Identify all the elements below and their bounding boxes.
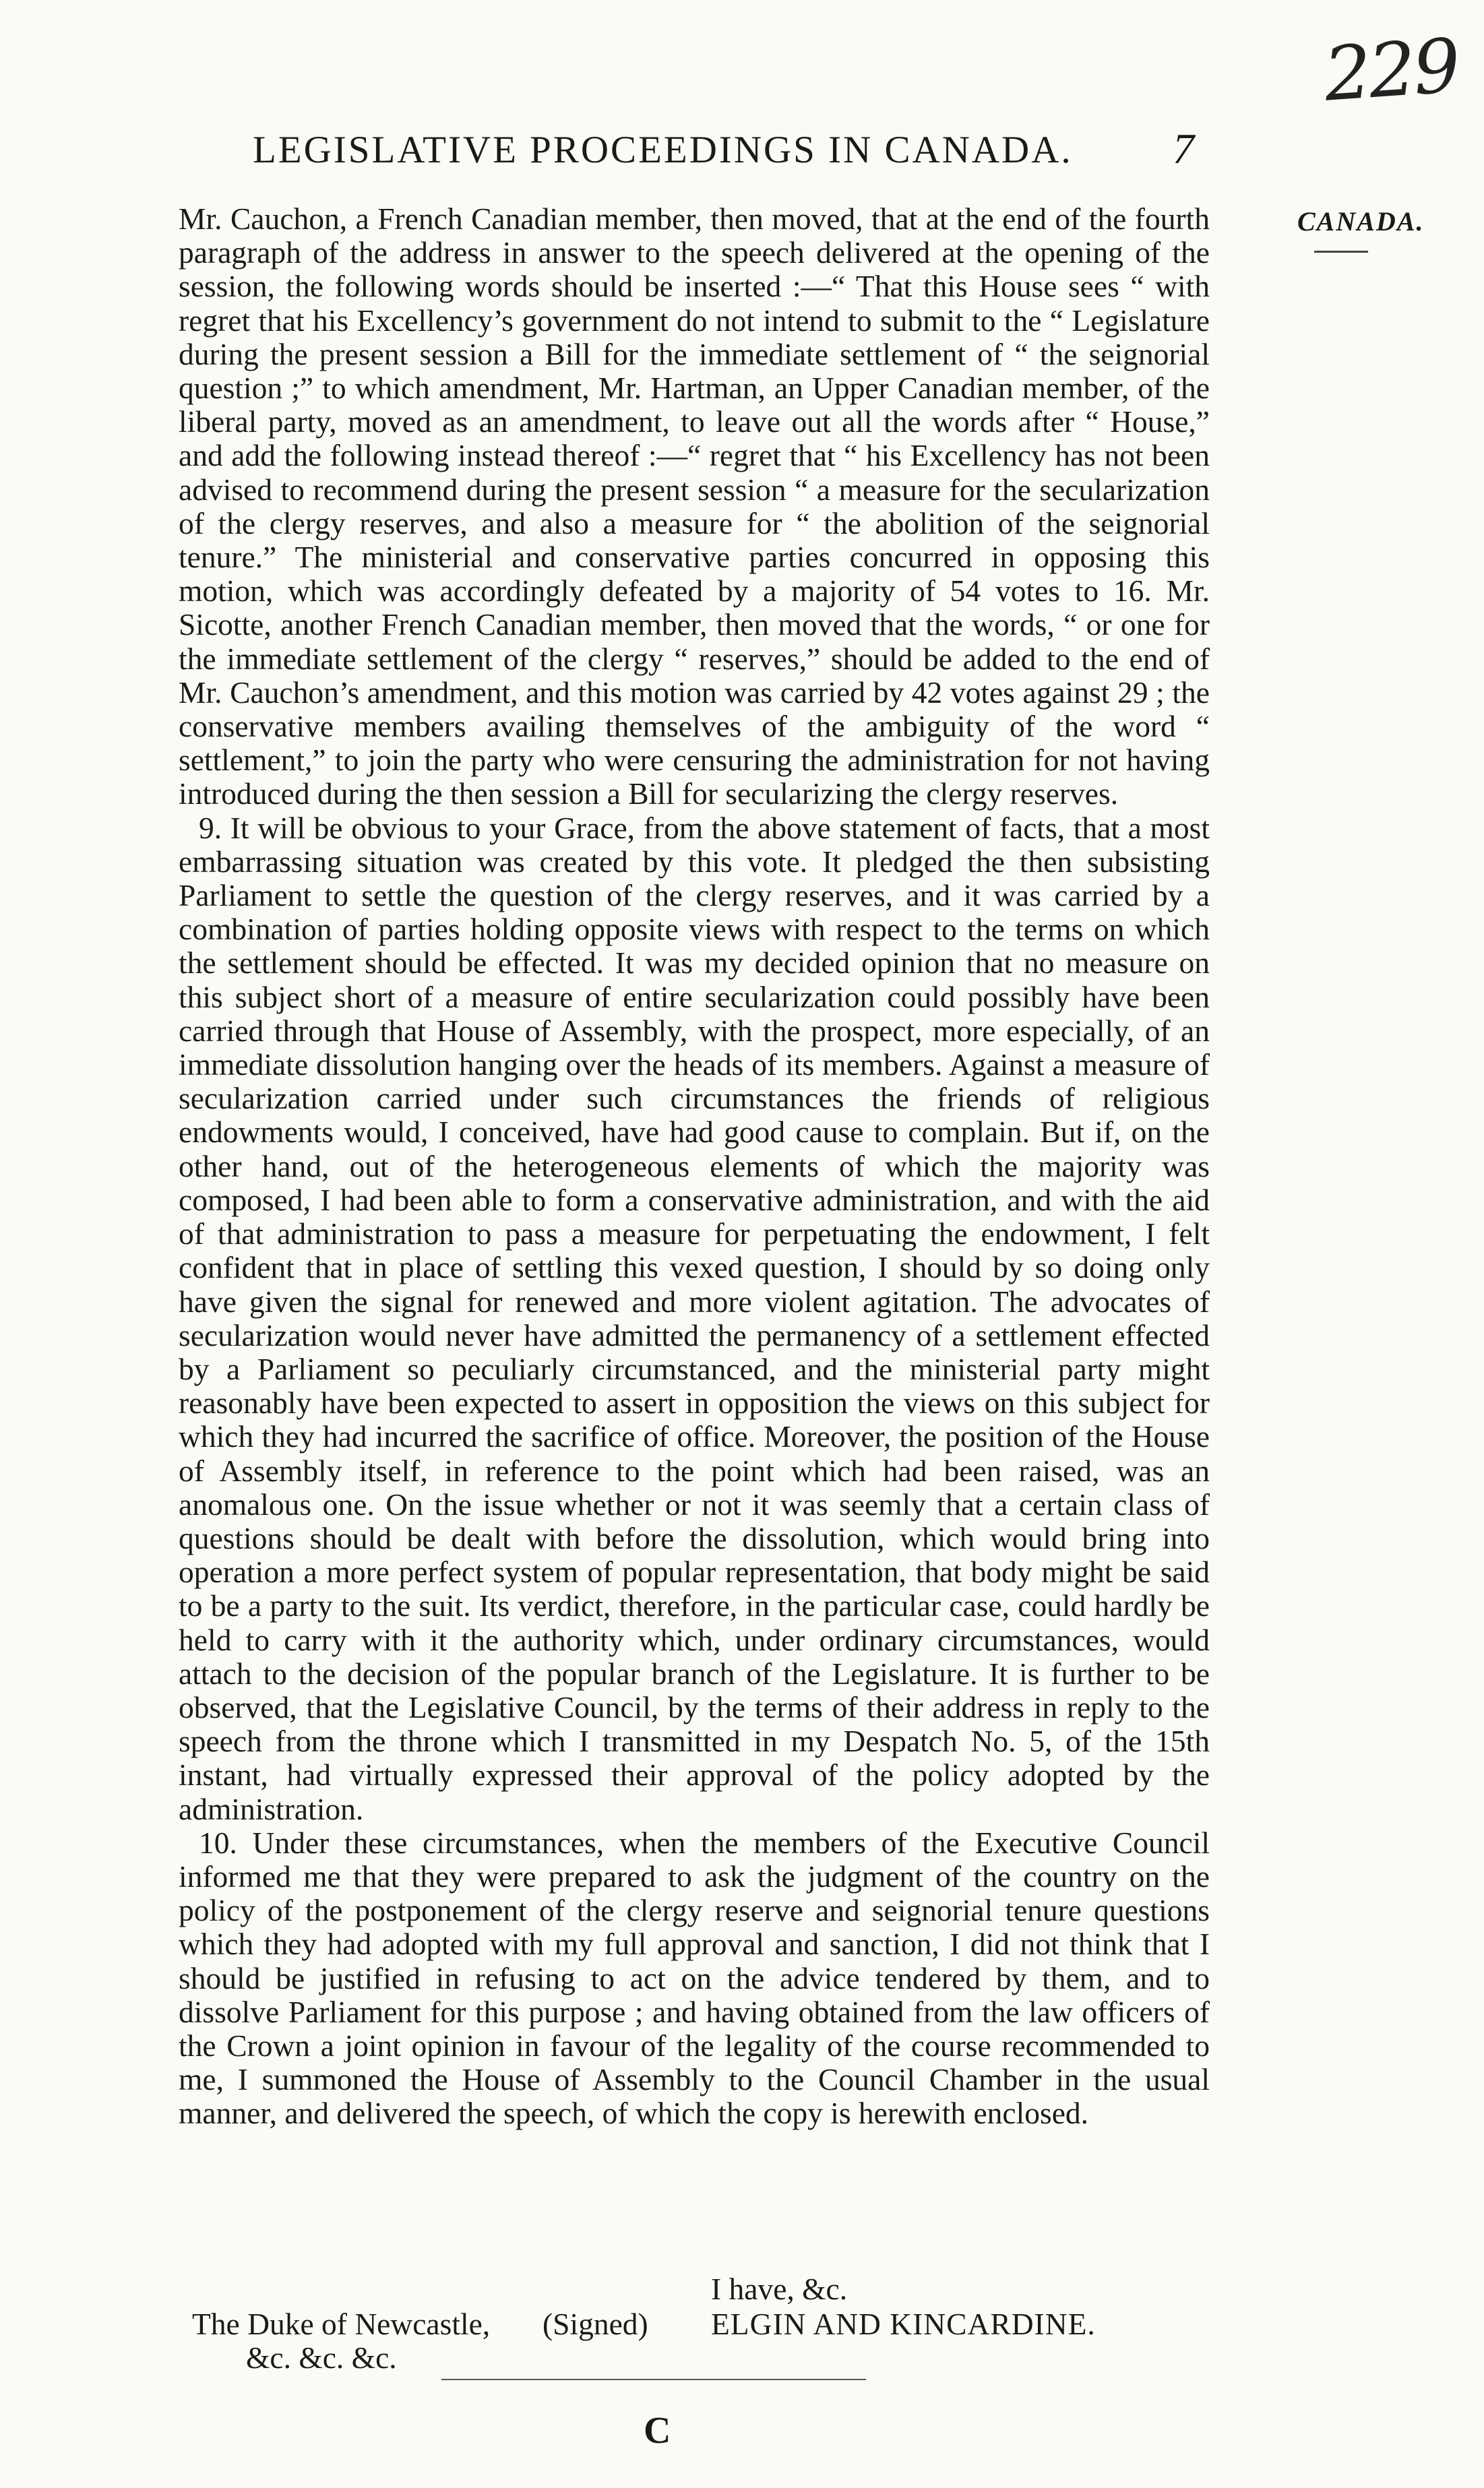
body-text [179, 202, 1210, 2131]
margin-note: CANADA. [1297, 206, 1425, 237]
signed-label: (Signed) [543, 2307, 648, 2341]
margin-note-rule [1314, 251, 1368, 253]
signature-mark: C [644, 2410, 671, 2452]
closing-line: I have, &c. [711, 2272, 848, 2306]
header-title: LEGISLATIVE PROCEEDINGS IN CANADA. [253, 129, 1073, 171]
page-number: 7 [1173, 125, 1196, 173]
handwritten-folio-number: 229 [1321, 22, 1461, 118]
addressee: The Duke of Newcastle, [192, 2307, 491, 2341]
footer-rule [441, 2379, 866, 2380]
paragraph-10: 10. Under these circumstances, when the members of the Executive Council informed me that they were prepared to ask the judgment of the country on the policy of the postponement of the clergy reserve and seignorial tenure questions which they had adopted with my full approval and sanction, I did not think that I should be justified in refusing to act on the advice tendered by them, and to dissolve Parliament for this purpose ; and having obtained from the law officers of the Crown a joint opinion in favour of the legality of the course recommended to me, I summoned the House of Assembly to the Council Chamber in the usual manner, and delivered the speech, of which the copy is herewith enclosed. [179, 1825, 1210, 2131]
etc-line: &c. &c. &c. [246, 2340, 397, 2375]
signer-name: ELGIN AND KINCARDINE. [711, 2307, 1096, 2341]
paragraph-9: 9. It will be obvious to your Grace, from the above statement of facts, that a most embarrassing situation was created by this vote. It pledged the then subsisting Parliament to settle the question of the clergy reserves, and it was carried by a combination of parties holding opposite views with respect to the terms on which the settlement should be effected. It was my decided opinion that no measure on this subject short of a measure of entire secularization could possibly have been carried through that House of Assembly, with the prospect, more especially, of an immediate dissolution hanging over the heads of its members. Against a measure of secularization carried under such circumstances the friends of religious endowments would, I conceived, have had good cause to complain. But if, on the other hand, out of the heterogeneous elements of which the majority was composed, I had been able to form a conservative administration, and with the aid of that administration to pass a measure for perpetuating the endowment, I felt confident that in place of settling this vexed question, I should by so doing only have given the signal for renewed and more violent agitation. The advocates of secularization would never have admitted the permanency of a settlement effected by a Parliament so peculiarly circumstanced, and the ministerial party might reasonably have been expected to assert in opposition the views on this subject for which they had incurred the sacrifice of office. Moreover, the position of the House of Assembly itself, in reference to the point which had been raised, was an anomalous one. On the issue whether or not it was seemly that a certain class of questions should be dealt with before the dissolution, which would bring into operation a more perfect system of popular representation, that body might be said to be a party to the suit. Its verdict, therefore, in the particular case, could hardly be held to carry with it the authority which, under ordinary circumstances, would attach to the decision of the popular branch of the Legislature. It is further to be observed, that the Legislative Council, by the terms of their address in reply to the speech from the throne which I transmitted in my Despatch No. 5, of the 15th instant, had virtually expressed their approval of the policy adopted by the administration. [179, 810, 1210, 1826]
paragraph-8-continuation: Mr. Cauchon, a French Canadian member, then moved, that at the end of the fourth paragraph of the address in answer to the speech delivered at the opening of the session, the following words should be inserted :—“ That this House sees “ with regret that his Excellency’s government do not intend to submit to the “ Legislature during the present session a Bill for the immediate settlement of “ the seignorial question ;” to which amendment, Mr. Hartman, an Upper Canadian member, of the liberal party, moved as an amendment, to leave out all the words after “ House,” and add the following instead thereof :—“ regret that “ his Excellency has not been advised to recommend during the present session “ a measure for the secularization of the clergy reserves, and also a measure for “ the abolition of the seignorial tenure.” The ministerial and conservative parties concurred in opposing this motion, which was accordingly defeated by a majority of 54 votes to 16. Mr. Sicotte, another French Canadian member, then moved that the words, “ or one for the immediate settlement of the clergy “ reserves,” should be added to the end of Mr. Cauchon’s amendment, and this motion was carried by 42 votes against 29 ; the conservative members availing themselves of the ambiguity of the word “ settlement,” to join the party who were censuring the administration for not having introduced during the then session a Bill for secularizing the clergy reserves. [179, 201, 1210, 811]
